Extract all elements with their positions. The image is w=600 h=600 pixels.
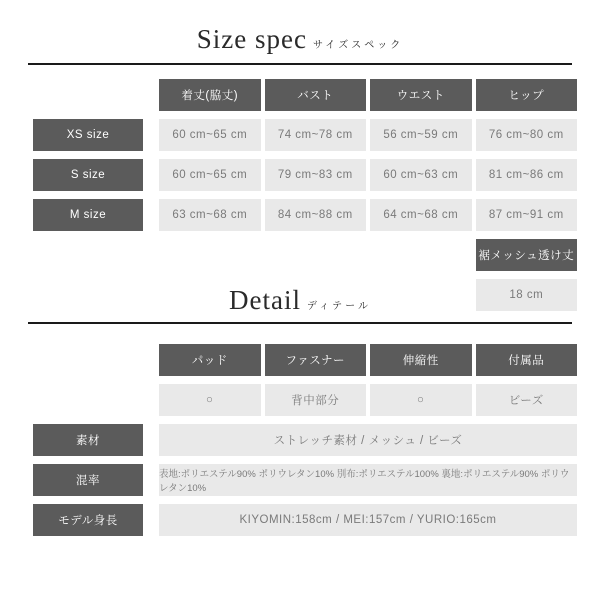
hem-mesh-length-header: 裾メッシュ透け丈 [476, 239, 578, 271]
size-cell-s-hip: 81 cm~86 cm [476, 159, 578, 191]
size-row-label-m: M size [33, 199, 143, 231]
size-cell-xs-bust: 74 cm~78 cm [265, 119, 367, 151]
detail-table-header-spacer [33, 344, 155, 376]
detail-col-header-stretch: 伸縮性 [370, 344, 472, 376]
detail-title-en: Detail [229, 285, 301, 315]
detail-title-ja: ディテール [306, 301, 371, 312]
detail-table [33, 344, 577, 536]
detail-col-header-fastener: ファスナー [265, 344, 367, 376]
size-col-header-hip: ヒップ [476, 79, 578, 111]
size-row-label-s: S size [33, 159, 143, 191]
hem-mesh-length-value: 18 cm [476, 279, 578, 311]
size-cell-m-length: 63 cm~68 cm [159, 199, 261, 231]
size-spec-section-title [0, 0, 600, 55]
size-row-label-xs: XS size [33, 119, 143, 151]
size-cell-s-waist: 60 cm~63 cm [370, 159, 472, 191]
size-spec-title-en: Size spec [196, 24, 307, 54]
detail-row-label-material: 素材 [33, 424, 143, 456]
detail-col-header-pad: パッド [159, 344, 261, 376]
size-spec-divider [28, 63, 572, 65]
size-cell-xs-hip: 76 cm~80 cm [476, 119, 578, 151]
detail-divider [28, 322, 572, 324]
size-cell-s-bust: 79 cm~83 cm [265, 159, 367, 191]
detail-row-value-model-height: KIYOMIN:158cm / MEI:157cm / YURIO:165cm [159, 504, 577, 536]
size-cell-xs-length: 60 cm~65 cm [159, 119, 261, 151]
size-col-header-bust: バスト [265, 79, 367, 111]
size-table-header-spacer [33, 79, 155, 111]
detail-value-pad: ○ [159, 384, 261, 416]
detail-value-accessory: ビーズ [476, 384, 578, 416]
detail-row-label-model-height: モデル身長 [33, 504, 143, 536]
detail-row-value-material: ストレッチ素材 / メッシュ / ビーズ [159, 424, 577, 456]
size-cell-xs-waist: 56 cm~59 cm [370, 119, 472, 151]
size-cell-s-length: 60 cm~65 cm [159, 159, 261, 191]
size-table [33, 79, 577, 311]
detail-row-label-mix: 混率 [33, 464, 143, 496]
detail-col-header-accessory: 付属品 [476, 344, 578, 376]
size-cell-m-waist: 64 cm~68 cm [370, 199, 472, 231]
detail-row-value-mix: 表地:ポリエステル90% ポリウレタン10% 別布:ポリエステル100% 裏地:ポリエステル90% ポリウレタン10% [159, 464, 577, 496]
size-col-header-length: 着丈(脇丈) [159, 79, 261, 111]
size-col-header-waist: ウエスト [370, 79, 472, 111]
detail-value-fastener: 背中部分 [265, 384, 367, 416]
size-cell-m-hip: 87 cm~91 cm [476, 199, 578, 231]
size-spec-title-ja: サイズスペック [313, 40, 404, 51]
detail-table-value-spacer [33, 384, 155, 416]
size-cell-m-bust: 84 cm~88 cm [265, 199, 367, 231]
detail-value-stretch: ○ [370, 384, 472, 416]
